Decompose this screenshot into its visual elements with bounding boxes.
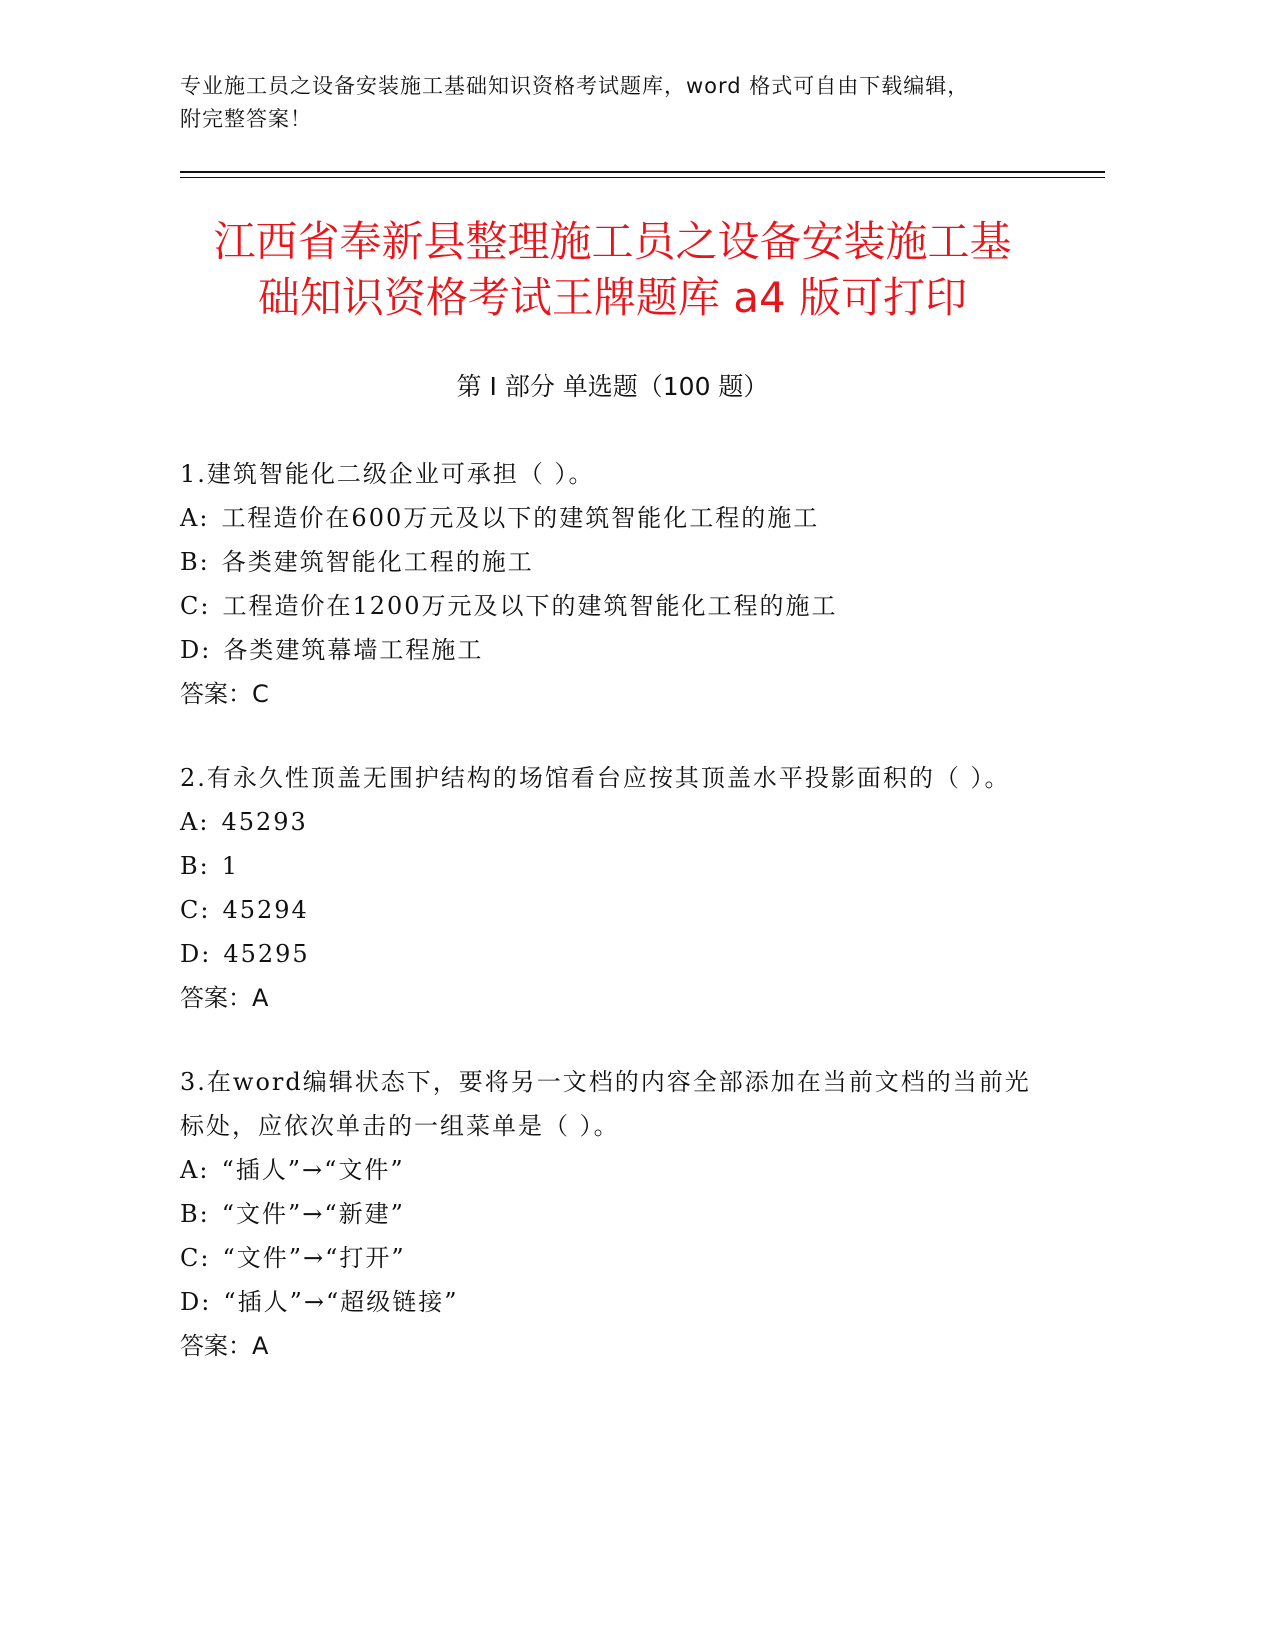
- header-divider-thin: [180, 177, 1105, 178]
- question-stem: 3.在word编辑状态下，要将另一文档的内容全部添加在当前文档的当前光标处，应依次单击的一组菜单是（ ）。: [180, 1068, 1031, 1140]
- answer-line: 答案：C: [180, 680, 269, 708]
- option-letter: C: [180, 1244, 201, 1272]
- question-list: [180, 452, 1040, 1408]
- option-c: [180, 888, 1040, 932]
- option-text: “插人”→“文件”: [221, 1156, 405, 1184]
- option-letter: A: [180, 504, 200, 532]
- option-text: 工程造价在600万元及以下的建筑智能化工程的施工: [221, 504, 820, 532]
- answer-line: 答案：A: [180, 984, 269, 1012]
- option-letter: A: [180, 1156, 200, 1184]
- option-c: [180, 584, 1040, 628]
- option-text: 45295: [223, 940, 310, 968]
- option-separator: :: [201, 636, 212, 664]
- header-note: [180, 70, 1060, 136]
- header-note-line1: 专业施工员之设备安装施工基础知识资格考试题库，word 格式可自由下载编辑，: [180, 74, 970, 98]
- document-title: [150, 214, 1075, 326]
- option-letter: B: [180, 548, 200, 576]
- option-b: [180, 1192, 1040, 1236]
- option-a: [180, 800, 1040, 844]
- option-text: 各类建筑智能化工程的施工: [221, 548, 534, 576]
- option-text: “文件”→“新建”: [221, 1200, 405, 1228]
- option-separator: :: [200, 1244, 211, 1272]
- option-letter: B: [180, 1200, 200, 1228]
- document-title-line2: 础知识资格考试王牌题库 a4 版可打印: [257, 273, 968, 322]
- option-separator: :: [201, 940, 212, 968]
- option-letter: A: [180, 808, 200, 836]
- question-3: [180, 1060, 1040, 1368]
- option-letter: C: [180, 896, 201, 924]
- option-d: [180, 932, 1040, 976]
- option-d: [180, 1280, 1040, 1324]
- section-title: 第 I 部分 单选题（100 题）: [456, 372, 769, 401]
- option-separator: :: [199, 504, 210, 532]
- option-a: [180, 1148, 1040, 1192]
- option-separator: :: [200, 896, 211, 924]
- header-note-line2: 附完整答案！: [180, 107, 312, 131]
- option-text: “文件”→“打开”: [222, 1244, 406, 1272]
- question-2: [180, 756, 1040, 1020]
- option-text: 工程造价在1200万元及以下的建筑智能化工程的施工: [222, 592, 838, 620]
- option-separator: :: [199, 1156, 210, 1184]
- option-separator: :: [199, 852, 210, 880]
- question-stem: 1.建筑智能化二级企业可承担（ ）。: [180, 460, 595, 488]
- option-text: “插人”→“超级链接”: [223, 1288, 459, 1316]
- option-text: 各类建筑幕墙工程施工: [223, 636, 484, 664]
- question-1: [180, 452, 1040, 716]
- option-text: 1: [221, 852, 240, 880]
- option-separator: :: [199, 808, 210, 836]
- option-separator: :: [201, 1288, 212, 1316]
- option-separator: :: [200, 592, 211, 620]
- option-letter: D: [180, 1288, 202, 1316]
- question-stem: 2.有永久性顶盖无围护结构的场馆看台应按其顶盖水平投影面积的（ ）。: [180, 764, 1011, 792]
- option-b: [180, 844, 1040, 888]
- option-separator: :: [199, 1200, 210, 1228]
- option-letter: D: [180, 636, 202, 664]
- header-divider-thick: [180, 171, 1105, 173]
- option-text: 45293: [221, 808, 308, 836]
- document-title-line1: 江西省奉新县整理施工员之设备安装施工基: [213, 217, 1012, 266]
- option-letter: C: [180, 592, 201, 620]
- option-a: [180, 496, 1040, 540]
- option-c: [180, 1236, 1040, 1280]
- option-separator: :: [199, 548, 210, 576]
- option-letter: D: [180, 940, 202, 968]
- option-letter: B: [180, 852, 200, 880]
- answer-line: 答案：A: [180, 1332, 269, 1360]
- option-text: 45294: [222, 896, 309, 924]
- option-d: [180, 628, 1040, 672]
- option-b: [180, 540, 1040, 584]
